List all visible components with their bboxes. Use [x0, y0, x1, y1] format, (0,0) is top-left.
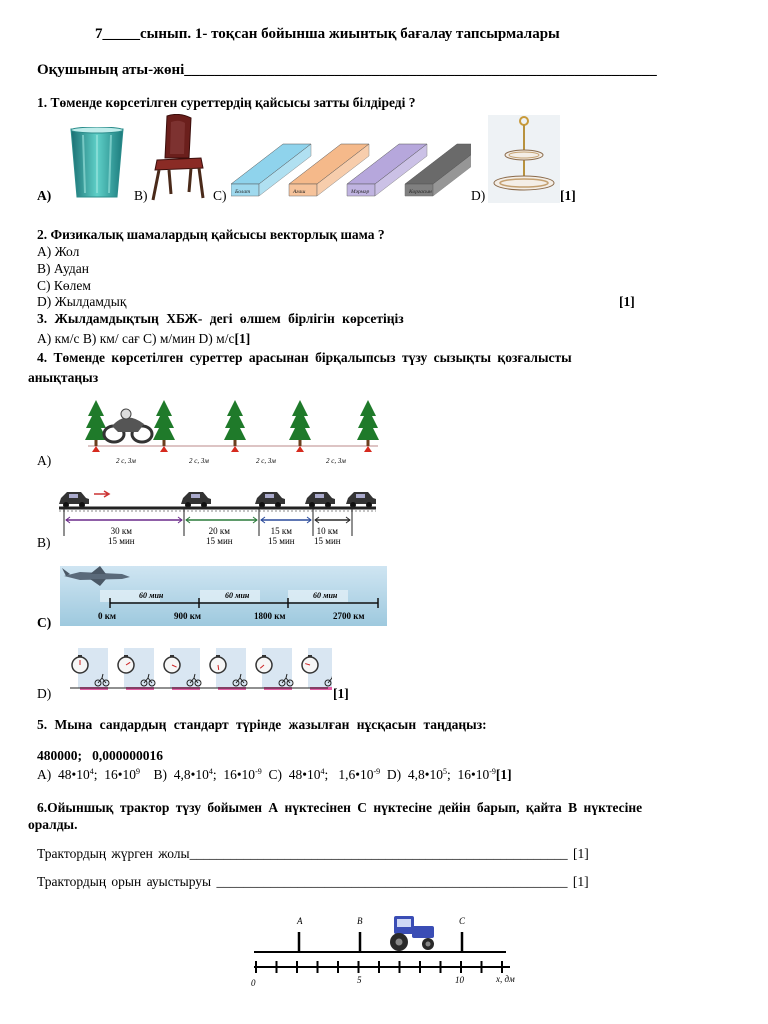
point-b-label: B: [357, 916, 363, 926]
q4c-mark-1: 900 км: [174, 611, 202, 621]
q4b-seg-2: [206, 526, 233, 546]
q3-options-text: A) км/с B) км/ сағ C) м/мин D) м/с: [37, 331, 235, 346]
motorcycle-icon: [104, 409, 152, 442]
axis-unit-label: x, дм: [496, 974, 515, 984]
q1-option-b[interactable]: B): [134, 188, 148, 203]
axis-tick-10: 10: [455, 975, 464, 985]
q6-question-line2: оралды.: [28, 817, 78, 832]
q4-score: [1]: [333, 686, 349, 701]
stopwatch-panel: [118, 648, 155, 690]
q1-option-a[interactable]: A): [37, 188, 52, 203]
point-a-label: A: [297, 916, 303, 926]
q5-options[interactable]: A) $48•10^4$; $16•10^9$ B) $4,8•10^4$; $16•10^{-9}$ C) $48•10^4$; $1,6•10^{-9}$ D) $4,8•10^5$; $16•10^{-9}[1]$: [37, 767, 512, 782]
material-bar-label: Болат: [235, 189, 251, 195]
car-icon: [255, 492, 285, 508]
q4-option-a[interactable]: A): [37, 453, 52, 468]
material-bar-label: Мәрмәр: [351, 189, 370, 195]
q4-option-b[interactable]: B): [37, 535, 51, 550]
car-icon: [181, 492, 211, 508]
q4b-dist-1: 30 км: [110, 526, 132, 536]
q1-option-c[interactable]: C): [213, 188, 227, 203]
tree-icon: [289, 400, 311, 446]
stopwatch-panel: [72, 648, 109, 690]
q4b-dist-2: 20 км: [208, 526, 230, 536]
q4a-label-1: 2 с, 3м: [116, 457, 136, 465]
q1-question: 1. Төменде көрсетілген суреттердің қайсысы затты білдіреді ?: [37, 95, 416, 110]
page-title: 7_____сынып. 1- тоқсан бойынша жиынтық бағалау тапсырмалары: [95, 26, 560, 42]
tractor-path-field[interactable]: Трактордың жүрген жолы________________________________________________________ [1]: [37, 846, 589, 861]
glass-image: [68, 127, 126, 203]
q5-numbers: 480000; 0,000000016: [37, 748, 163, 763]
q4-option-c[interactable]: C): [37, 615, 52, 630]
q4c-mark-3: 2700 км: [333, 611, 365, 621]
q4b-seg-1: [108, 526, 135, 546]
q4b-seg-3: [268, 526, 295, 546]
tractor-icon: [390, 916, 434, 951]
material-bar-label: Корғасын: [409, 189, 432, 195]
materials-bars-image: [231, 126, 471, 204]
q4c-mark-0: 0 км: [98, 611, 117, 621]
tree-icon: [357, 400, 379, 446]
stopwatch-panel: [210, 648, 247, 690]
q4b-time-2: 15 мин: [206, 536, 233, 546]
q4c-time-2: 60 мин: [225, 591, 250, 600]
tree-icon: [224, 400, 246, 446]
q4c-time-3: 60 мин: [313, 591, 338, 600]
q3-options[interactable]: [37, 331, 250, 347]
position-marker: [160, 446, 168, 452]
q4b-time-3: 15 мин: [268, 536, 295, 546]
car-icon: [305, 492, 335, 508]
q4b-dist-4: 10 км: [316, 526, 338, 536]
stopwatch-panel: [302, 648, 332, 690]
q4b-time-4: 15 мин: [314, 536, 341, 546]
q4b-time-1: 15 мин: [108, 536, 135, 546]
q2-option-c[interactable]: C) Көлем: [37, 278, 91, 293]
tree-icon: [153, 400, 175, 446]
q4a-label-4: 2 с, 3м: [326, 457, 346, 465]
q4b-cars-image: [56, 484, 378, 558]
q4d-cyclist-image: [60, 648, 332, 700]
q2-option-a[interactable]: A) Жол: [37, 244, 80, 259]
tree-icon: [85, 400, 107, 446]
q3-question: 3. Жылдамдықтың ХБЖ- дегі өлшем бірлігін көрсетіңіз: [37, 311, 404, 326]
axis-tick-5: 5: [357, 975, 362, 985]
q5-question: 5. Мына сандардың стандарт түрінде жазылған нұсқасын таңдаңыз:: [37, 717, 487, 732]
q4b-dist-3: 15 км: [270, 526, 292, 536]
q1-score: [1]: [560, 188, 576, 203]
chair-image: [149, 114, 207, 206]
q4b-seg-4: [314, 526, 341, 546]
car-icon: [346, 492, 376, 508]
q3-score: [1]: [234, 331, 251, 346]
q2-score: [1]: [619, 294, 635, 309]
q4-question-line2: анықтаңыз: [28, 370, 99, 385]
position-marker: [231, 446, 239, 452]
q2-question: 2. Физикалық шамалардың қайсысы векторлық шама ?: [37, 227, 385, 242]
q6-question-line1: 6.Ойыншық трактор түзу бойымен А нүктесінен С нүктесіне дейін барып, қайта В нүктесіне: [37, 800, 643, 815]
material-bar-label: Ағаш: [293, 189, 306, 195]
tractor-displacement-field[interactable]: Трактордың орын ауыстыруы ____________________________________________________ [1]: [37, 874, 589, 889]
axis-tick-0: 0: [251, 978, 256, 988]
student-name-field[interactable]: Оқушының аты-жөні_______________________________________________________________: [37, 62, 657, 78]
position-marker: [92, 446, 100, 452]
q4a-label-3: 2 с, 3м: [256, 457, 276, 465]
position-marker: [364, 446, 372, 452]
position-marker: [296, 446, 304, 452]
stopwatch-panel: [164, 648, 201, 690]
q2-option-d[interactable]: D) Жылдамдық: [37, 294, 127, 309]
q4c-time-1: 60 мин: [139, 591, 164, 600]
cake-stand-image: [488, 115, 560, 207]
q4c-mark-2: 1800 км: [254, 611, 286, 621]
q4-question-line1: 4. Төменде көрсетілген суреттер арасынан бірқалыпсыз түзу сызықты қозғалысты: [37, 350, 572, 365]
q4-option-d[interactable]: D): [37, 686, 52, 701]
q1-option-d[interactable]: D): [471, 188, 486, 203]
stopwatch-panel: [256, 648, 293, 690]
point-c-label: C: [459, 916, 466, 926]
car-icon: [59, 492, 89, 508]
tractor-axis-diagram: [248, 910, 528, 996]
q5-score: [1]: [495, 767, 512, 782]
q2-option-b[interactable]: B) Аудан: [37, 261, 89, 276]
q4a-label-2: 2 с, 3м: [189, 457, 209, 465]
